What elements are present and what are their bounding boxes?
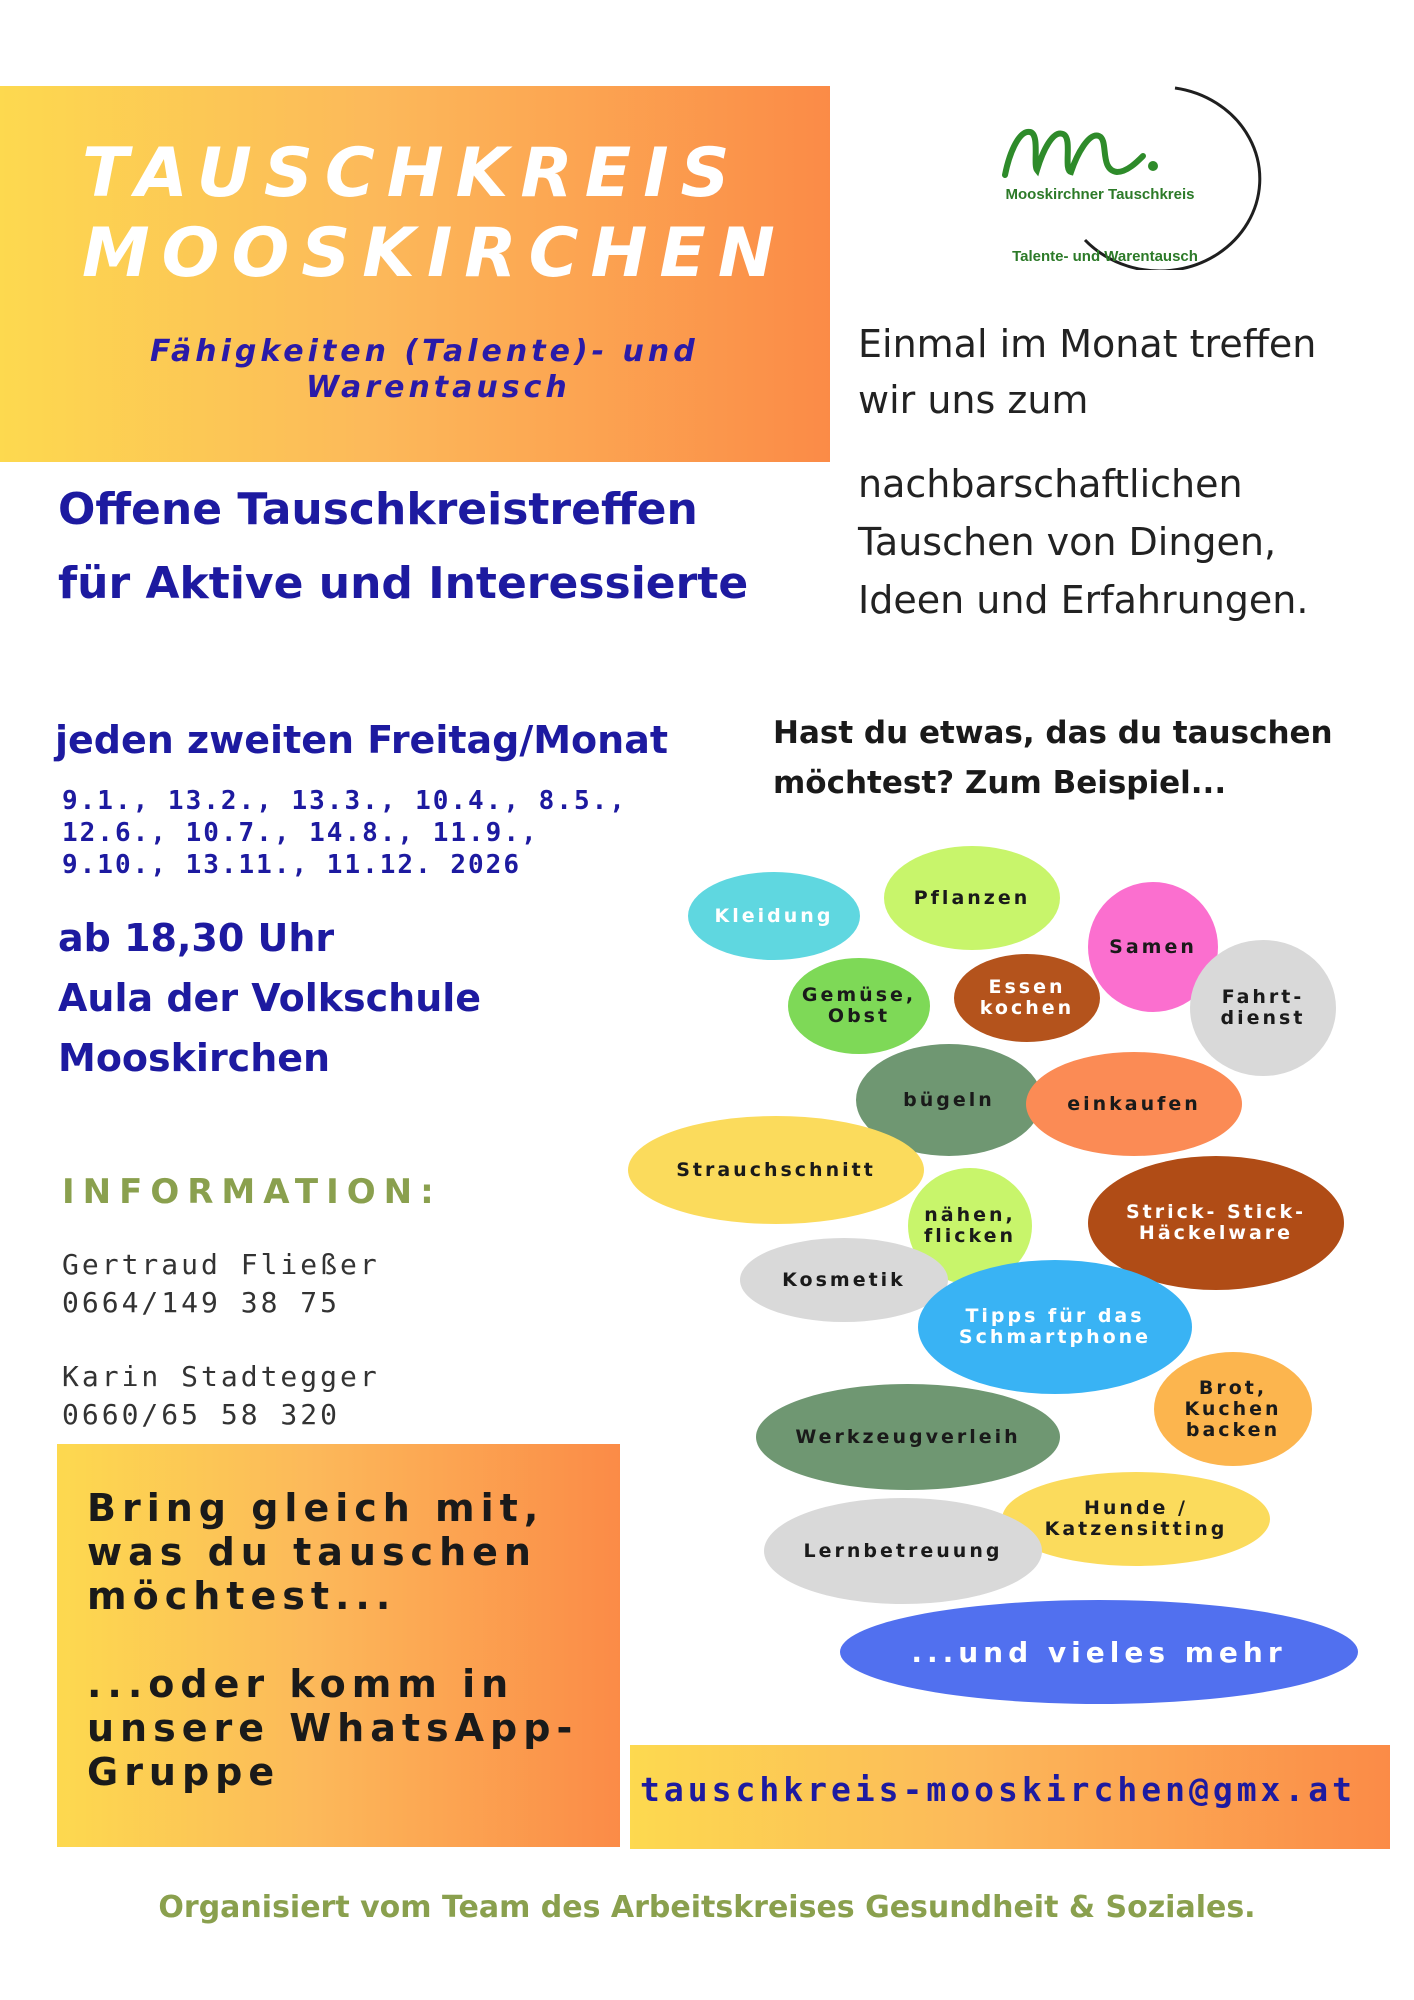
bring-line-3: möchtest... <box>87 1574 397 1618</box>
contact-1-name: Gertraud Fließer <box>62 1248 380 1281</box>
bubble-tipps-schmartphone: Tipps für das Schmartphone <box>918 1260 1192 1394</box>
bubble-kosmetik: Kosmetik <box>740 1238 948 1322</box>
meeting-headline-1: Offene Tauschkreistreffen <box>58 484 698 535</box>
contact-1-phone: 0664/149 38 75 <box>62 1286 341 1319</box>
bubble-hunde-katzensitting: Hunde / Katzensitting <box>1002 1472 1270 1566</box>
bubble-werkzeugverleih: Werkzeugverleih <box>756 1384 1060 1490</box>
bring-line-2: was du tauschen <box>87 1530 537 1574</box>
bring-line-4: ...oder komm in <box>87 1662 515 1706</box>
bubble-pflanzen: Pflanzen <box>884 846 1060 950</box>
tauschkreis-logo <box>985 70 1275 270</box>
meeting-time: ab 18,30 Uhr <box>58 916 335 960</box>
dates-line-1: 9.1., 13.2., 13.3., 10.4., 8.5., <box>62 786 627 816</box>
intro-line-2: wir uns zum <box>858 378 1089 422</box>
bubble-strauchschnitt: Strauchschnitt <box>628 1116 924 1224</box>
dates-line-2: 12.6., 10.7., 14.8., 11.9., <box>62 818 539 848</box>
meeting-frequency: jeden zweiten Freitag/Monat <box>55 718 669 762</box>
subtitle-line-2: Warentausch <box>306 370 571 405</box>
dates-line-3: 9.10., 13.11., 11.12. 2026 <box>62 850 521 880</box>
question-line-2: möchtest? Zum Beispiel... <box>773 765 1227 801</box>
title-line-1: TAUSCHKREIS <box>82 134 742 213</box>
bubble-fahrtdienst: Fahrt- dienst <box>1190 940 1336 1076</box>
bubble-essen-kochen: Essen kochen <box>954 954 1100 1042</box>
bubble-naehen-flicken: nähen, flicken <box>908 1168 1032 1284</box>
meeting-location-2: Mooskirchen <box>58 1036 331 1080</box>
bring-line-1: Bring gleich mit, <box>87 1486 545 1530</box>
bubble-gemuese-obst: Gemüse, Obst <box>788 958 930 1054</box>
bubble-strick-stick-haeckelware: Strick- Stick- Häckelware <box>1088 1156 1344 1290</box>
contact-2-phone: 0660/65 58 320 <box>62 1398 341 1431</box>
subtitle-line-1: Fähigkeiten (Talente)- und <box>150 334 699 369</box>
logo-name: Mooskirchner Tauschkreis <box>1005 186 1195 203</box>
bring-box <box>57 1444 620 1847</box>
title-banner <box>0 86 830 462</box>
title-line-2: MOOSKIRCHEN <box>82 214 787 293</box>
intro-line-4: Tauschen von Dingen, <box>858 520 1277 564</box>
bring-line-6: Gruppe <box>87 1750 281 1794</box>
bring-line-5: unsere WhatsApp- <box>87 1706 579 1750</box>
bubble-samen: Samen <box>1088 882 1218 1012</box>
bubble-einkaufen: einkaufen <box>1026 1052 1242 1156</box>
meeting-location-1: Aula der Volkschule <box>58 976 482 1020</box>
intro-line-1: Einmal im Monat treffen <box>858 322 1317 366</box>
intro-line-3: nachbarschaftlichen <box>858 462 1243 506</box>
example-question <box>773 708 1333 808</box>
contact-2-name: Karin Stadtegger <box>62 1360 380 1393</box>
bubble-brot-kuchen-backen: Brot, Kuchen backen <box>1154 1352 1312 1466</box>
footer-organizer: Organisiert vom Team des Arbeitskreises Gesundheit & Soziales. <box>158 1890 1256 1925</box>
meeting-headline-2: für Aktive und Interessierte <box>58 558 749 609</box>
logo-tagline: Talente- und Warentausch <box>1012 248 1198 265</box>
bubble-buegeln: bügeln <box>856 1044 1042 1156</box>
contact-email-link[interactable]: tauschkreis-mooskirchen@gmx.at <box>640 1770 1357 1809</box>
intro-line-5: Ideen und Erfahrungen. <box>858 578 1309 622</box>
information-label: INFORMATION: <box>62 1172 442 1212</box>
bubble-und-vieles-mehr: ...und vieles mehr <box>840 1600 1358 1704</box>
bubble-lernbetreuung: Lernbetreuung <box>764 1498 1042 1604</box>
question-line-1: Hast du etwas, das du tauschen <box>773 715 1333 751</box>
bubble-kleidung: Kleidung <box>688 872 860 960</box>
